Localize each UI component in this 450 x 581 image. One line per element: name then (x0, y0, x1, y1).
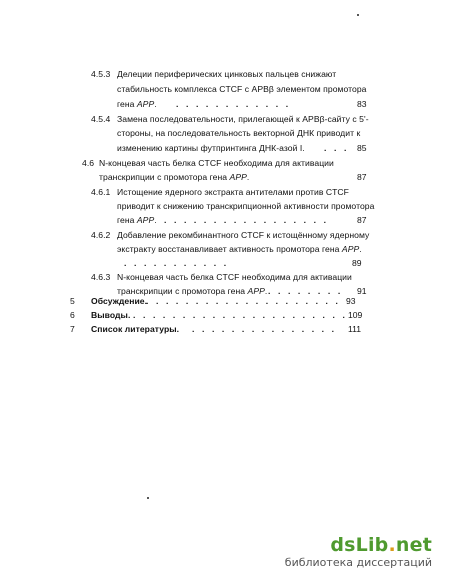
toc-page-number: 89 (352, 258, 362, 268)
toc-leader-dots: . . . . . . . . . . . . . . . . . (164, 215, 329, 225)
toc-number: 4.5.4 (91, 114, 111, 124)
toc-number: 4.6.2 (91, 230, 111, 240)
toc-title-line: N-концевая часть белка CTCF необходима для активации (117, 272, 352, 282)
toc-title-line: Истощение ядерного экстракта антителами против CTCF (117, 187, 349, 197)
toc-leader-dots: . . . . . . . . . . . . (176, 99, 291, 109)
scan-speck (357, 14, 359, 16)
toc-title-line: N-концевая часть белка CTCF необходима для активации (99, 158, 334, 168)
logo-main: dsLib (330, 534, 389, 556)
toc-title-line: гена APP. (117, 99, 157, 109)
toc-number: 4.6.3 (91, 272, 111, 282)
logo-tld: net (395, 534, 432, 556)
toc-number: 4.6 (82, 158, 95, 168)
toc-title-line: приводит к снижению транскрипционной активности промотора (117, 201, 375, 211)
toc-title-line: Делеции периферических цинковых пальцев снижают (117, 69, 337, 79)
toc-page-number: 91 (357, 286, 367, 296)
toc-page-number: 109 (348, 310, 363, 320)
toc-chapter-title: Обсуждение. (91, 296, 148, 306)
toc-number: 6 (70, 310, 75, 320)
toc-leader-dots: . . . . . . . . . . . (124, 258, 229, 268)
dslib-subtitle: библиотека диссертаций (284, 556, 432, 569)
toc-leader-dots: . . . . . . . . . . . . . . . . . . . . . . (133, 310, 348, 320)
toc-leader-dots: . . . . . . . . (268, 286, 343, 296)
toc-title-line: изменению картины футпринтинга ДНК-азой I. (117, 143, 305, 153)
dslib-logo (285, 535, 432, 555)
toc-leader-dots: . . . . . . . . . . . . . . . (192, 324, 337, 334)
toc-title-line: транскрипции с промотора гена APP. (99, 172, 250, 182)
toc-page-number: 87 (357, 172, 367, 182)
toc-title-line: транскрипции с промотора гена APP. (117, 286, 268, 296)
toc-page-number: 93 (346, 296, 356, 306)
toc-number: 4.6.1 (91, 187, 111, 197)
toc-title-line: Добавление рекомбинантного CTCF к истощённому ядерному (117, 230, 370, 240)
toc-chapter-title: Список литературы. (91, 324, 180, 334)
scan-speck (147, 497, 149, 499)
toc-title-line: стороны, на последовательность векторной ДНК приводит к (117, 128, 361, 138)
toc-number: 5 (70, 296, 75, 306)
toc-page-number: 111 (348, 324, 362, 334)
toc-leader-dots: . . . . . . . . . . . . . . . . . . . . (146, 296, 341, 306)
dslib-watermark (285, 535, 432, 569)
toc-page-number: 87 (357, 215, 367, 225)
toc-title-line: гена APP. (117, 215, 157, 225)
toc-number: 7 (70, 324, 75, 334)
toc-leader-dots: . . . (324, 143, 349, 153)
toc-page-number: 85 (357, 143, 367, 153)
logo-dot: . (388, 534, 396, 556)
toc-title-line: Замена последовательности, прилегающей к APBβ-сайту с 5'- (117, 114, 369, 124)
toc-number: 4.5.3 (91, 69, 111, 79)
toc-title-line: стабильность комплекса CTCF с APBβ элементом промотора (117, 84, 367, 94)
toc-chapter-title: Выводы. (91, 310, 131, 320)
toc-title-line: экстракту восстанавливает активность промотора гена APP. (117, 244, 362, 254)
toc-page-number: 83 (357, 99, 367, 109)
